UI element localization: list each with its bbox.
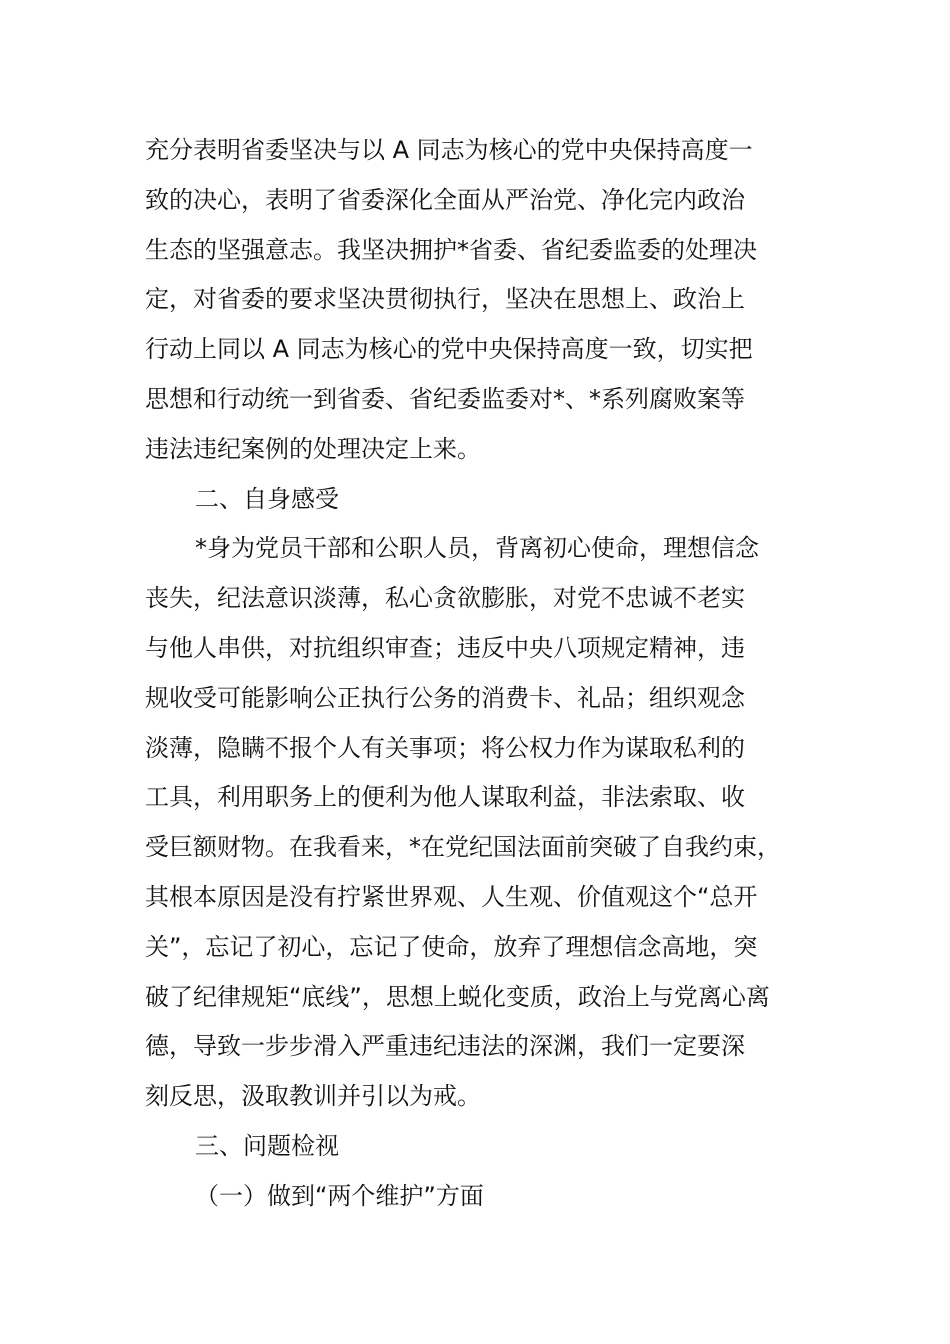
document-body: [145, 126, 845, 1222]
text-line: 行动上同以 A 同志为核心的党中央保持高度一致，切实把: [145, 335, 753, 364]
paragraph-self-reflection: [145, 524, 845, 1122]
section-heading-2: [145, 475, 845, 525]
text-line: 破了纪律规矩“底线”，思想上蜕化变质，政治上与党离心离: [145, 982, 770, 1011]
text-line: 思想和行动统一到省委、省纪委监委对*、*系列腐败案等: [145, 384, 745, 413]
section-heading-3: [145, 1122, 845, 1172]
text-line: 违法违纪案例的处理决定上来。: [145, 434, 481, 463]
text-line: 致的决心，表明了省委深化全面从严治党、净化完内政治: [145, 185, 745, 214]
text-line: 丧失，纪法意识淡薄，私心贪欲膨胀，对党不忠诚不老实: [145, 584, 745, 613]
text-line: 工具，利用职务上的便利为他人谋取利益，非法索取、收: [145, 783, 745, 812]
text-line: 关”，忘记了初心，忘记了使命，放弃了理想信念高地，突: [145, 932, 758, 961]
heading-text: 三、问题检视: [195, 1131, 339, 1160]
text-line: *身为党员干部和公职人员，背离初心使命，理想信念: [195, 534, 759, 563]
heading-text: （一）做到“两个维护”方面: [195, 1181, 484, 1210]
text-line: 刻反思，汲取教训并引以为戒。: [145, 1082, 481, 1111]
text-line: 其根本原因是没有拧紧世界观、人生观、价值观这个“总开: [145, 882, 758, 911]
text-line: 淡薄，隐瞒不报个人有关事项；将公权力作为谋取私利的: [145, 733, 745, 762]
paragraph-continuation: [145, 126, 845, 475]
subsection-heading-1: [145, 1172, 845, 1222]
text-line: 与他人串供，对抗组织审查；违反中央八项规定精神，违: [145, 633, 745, 662]
text-line: 定，对省委的要求坚决贯彻执行，坚决在思想上、政治上: [145, 285, 745, 314]
text-line: 德，导致一步步滑入严重违纪违法的深渊，我们一定要深: [145, 1032, 745, 1061]
heading-text: 二、自身感受: [195, 484, 339, 513]
text-line: 生态的坚强意志。我坚决拥护*省委、省纪委监委的处理决: [145, 235, 757, 264]
text-line: 规收受可能影响公正执行公务的消费卡、礼品；组织观念: [145, 683, 745, 712]
text-line: 受巨额财物。在我看来，*在党纪国法面前突破了自我约束，: [145, 833, 781, 862]
text-line: 充分表明省委坚决与以 A 同志为核心的党中央保持高度一: [145, 136, 753, 164]
